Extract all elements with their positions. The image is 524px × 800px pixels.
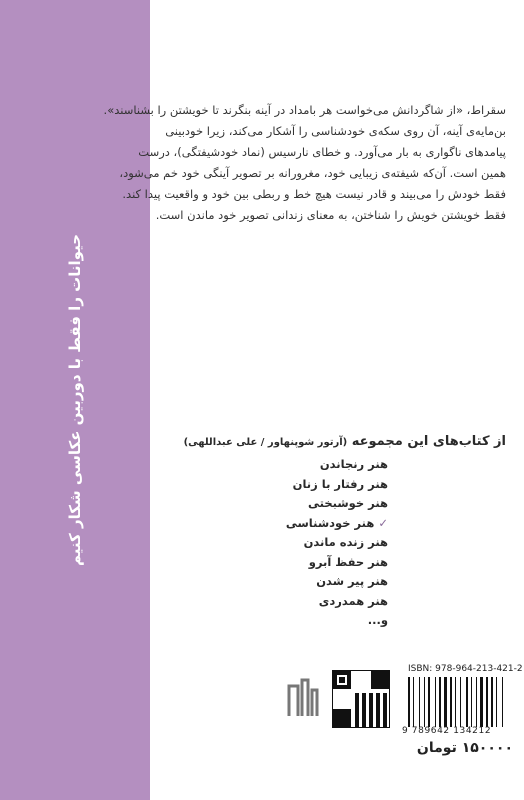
- barcode-bar: [496, 677, 497, 727]
- barcode-bar: [471, 677, 472, 727]
- barcode-bar: [457, 677, 459, 727]
- barcode-bar: [476, 677, 477, 727]
- list-item-label: هنر پیر شدن: [316, 574, 388, 588]
- barcode-bar: [455, 677, 456, 727]
- barcode-bar: [413, 677, 414, 727]
- barcode-bar: [444, 677, 447, 727]
- barcode-bar: [466, 677, 468, 727]
- list-item: [168, 611, 388, 631]
- quote-paragraph: [103, 100, 506, 226]
- list-item-label: هنر رفتار با زنان: [292, 476, 388, 491]
- list-item-label: و...: [367, 613, 388, 627]
- barcode-bar: [421, 677, 423, 727]
- quote-line: پیامدهای ناگواری به بار می‌آورد. و خطای نارسیس (نماد خودشیفتگی)، درست: [138, 145, 506, 159]
- quote-line: همین است. آن‌که شیفته‌ی زیبایی خود، مغرورانه بر تصویر آینگی خود خم می‌شود،: [119, 166, 506, 180]
- list-item-current: [168, 514, 388, 534]
- barcode-bar: [448, 677, 449, 727]
- barcode-bar: [504, 677, 506, 727]
- barcode-bar: [450, 677, 452, 727]
- series-subtitle: (آرتور شوپنهاور / علی عبداللهی): [183, 437, 348, 448]
- barcode-bar: [478, 677, 479, 727]
- barcode-bar: [473, 677, 475, 727]
- barcode-bar: [415, 677, 418, 727]
- barcode-bar: [480, 677, 483, 727]
- barcode-bar: [411, 677, 412, 727]
- list-item-label: هنر حفظ آبرو: [308, 554, 388, 569]
- qr-code: [332, 670, 390, 728]
- barcode-bar: [460, 677, 461, 727]
- barcode-bar: [437, 677, 438, 727]
- list-item: [168, 475, 388, 495]
- barcode: [408, 677, 520, 727]
- barcode-bar: [453, 677, 454, 727]
- barcode-bar: [424, 677, 425, 727]
- series-heading: [168, 434, 506, 449]
- spine-title: حیوانات را فقط با دوربین عکاسی شکار کنیم: [66, 233, 84, 567]
- quote-line: بن‌مایه‌ی آینه، آن روی سکه‌ی خودشناسی را آشکار می‌کند، زیرا خودبینی: [165, 124, 506, 138]
- barcode-bar: [428, 677, 430, 727]
- list-item: [168, 592, 388, 612]
- back-cover: [103, 0, 524, 800]
- barcode-bar: [439, 677, 441, 727]
- barcode-bar: [498, 677, 501, 727]
- barcode-bar: [435, 677, 436, 727]
- list-item-label: هنر خودشناسی: [285, 515, 375, 530]
- barcode-bar: [442, 677, 443, 727]
- barcode-bar: [489, 677, 490, 727]
- list-item: [168, 494, 388, 514]
- list-item: [168, 572, 388, 592]
- barcode-bar: [502, 677, 503, 727]
- barcode-bar: [426, 677, 427, 727]
- list-item-label: هنر رنجاندن: [319, 457, 388, 471]
- quote-line: فقط خویشتن خویش را شناختن، به معنای زندانی تصویر خود ماندن است.: [155, 208, 506, 222]
- barcode-bar: [462, 677, 465, 727]
- barcode-bar: [491, 677, 493, 727]
- list-item: [168, 533, 388, 553]
- barcode-bar: [469, 677, 470, 727]
- barcode-bar: [484, 677, 485, 727]
- list-item-label: هنر همدردی: [318, 593, 388, 608]
- barcode-bar: [431, 677, 434, 727]
- barcode-digits: 9 789642 134212: [402, 726, 492, 736]
- list-item: [168, 455, 388, 475]
- barcode-bar: [486, 677, 488, 727]
- barcode-bar: [408, 677, 410, 727]
- quote-line: سقراط، «از شاگردانش می‌خواست هر بامداد در آینه بنگرند تا خویشتن را بشناسند».: [103, 103, 506, 117]
- list-item: [168, 553, 388, 573]
- barcode-bar: [494, 677, 495, 727]
- series-list: [168, 455, 388, 631]
- list-item-label: هنر خوشبختی: [308, 496, 388, 510]
- barcode-bar: [419, 677, 420, 727]
- list-item-label: هنر زنده ماندن: [303, 535, 388, 549]
- isbn-label: ISBN: 978-964-213-421-2: [408, 664, 523, 674]
- checkmark-icon: ✓: [378, 515, 388, 530]
- publisher-logo: [286, 676, 320, 718]
- price-label: ۱۵۰۰۰۰ تومان: [416, 740, 513, 756]
- series-title: از کتاب‌های این مجموعه: [351, 434, 506, 449]
- quote-line: فقط خودش را می‌بیند و قادر نیست هیچ خط و ربطی بین خود و واقعیت پیدا کند.: [122, 187, 506, 201]
